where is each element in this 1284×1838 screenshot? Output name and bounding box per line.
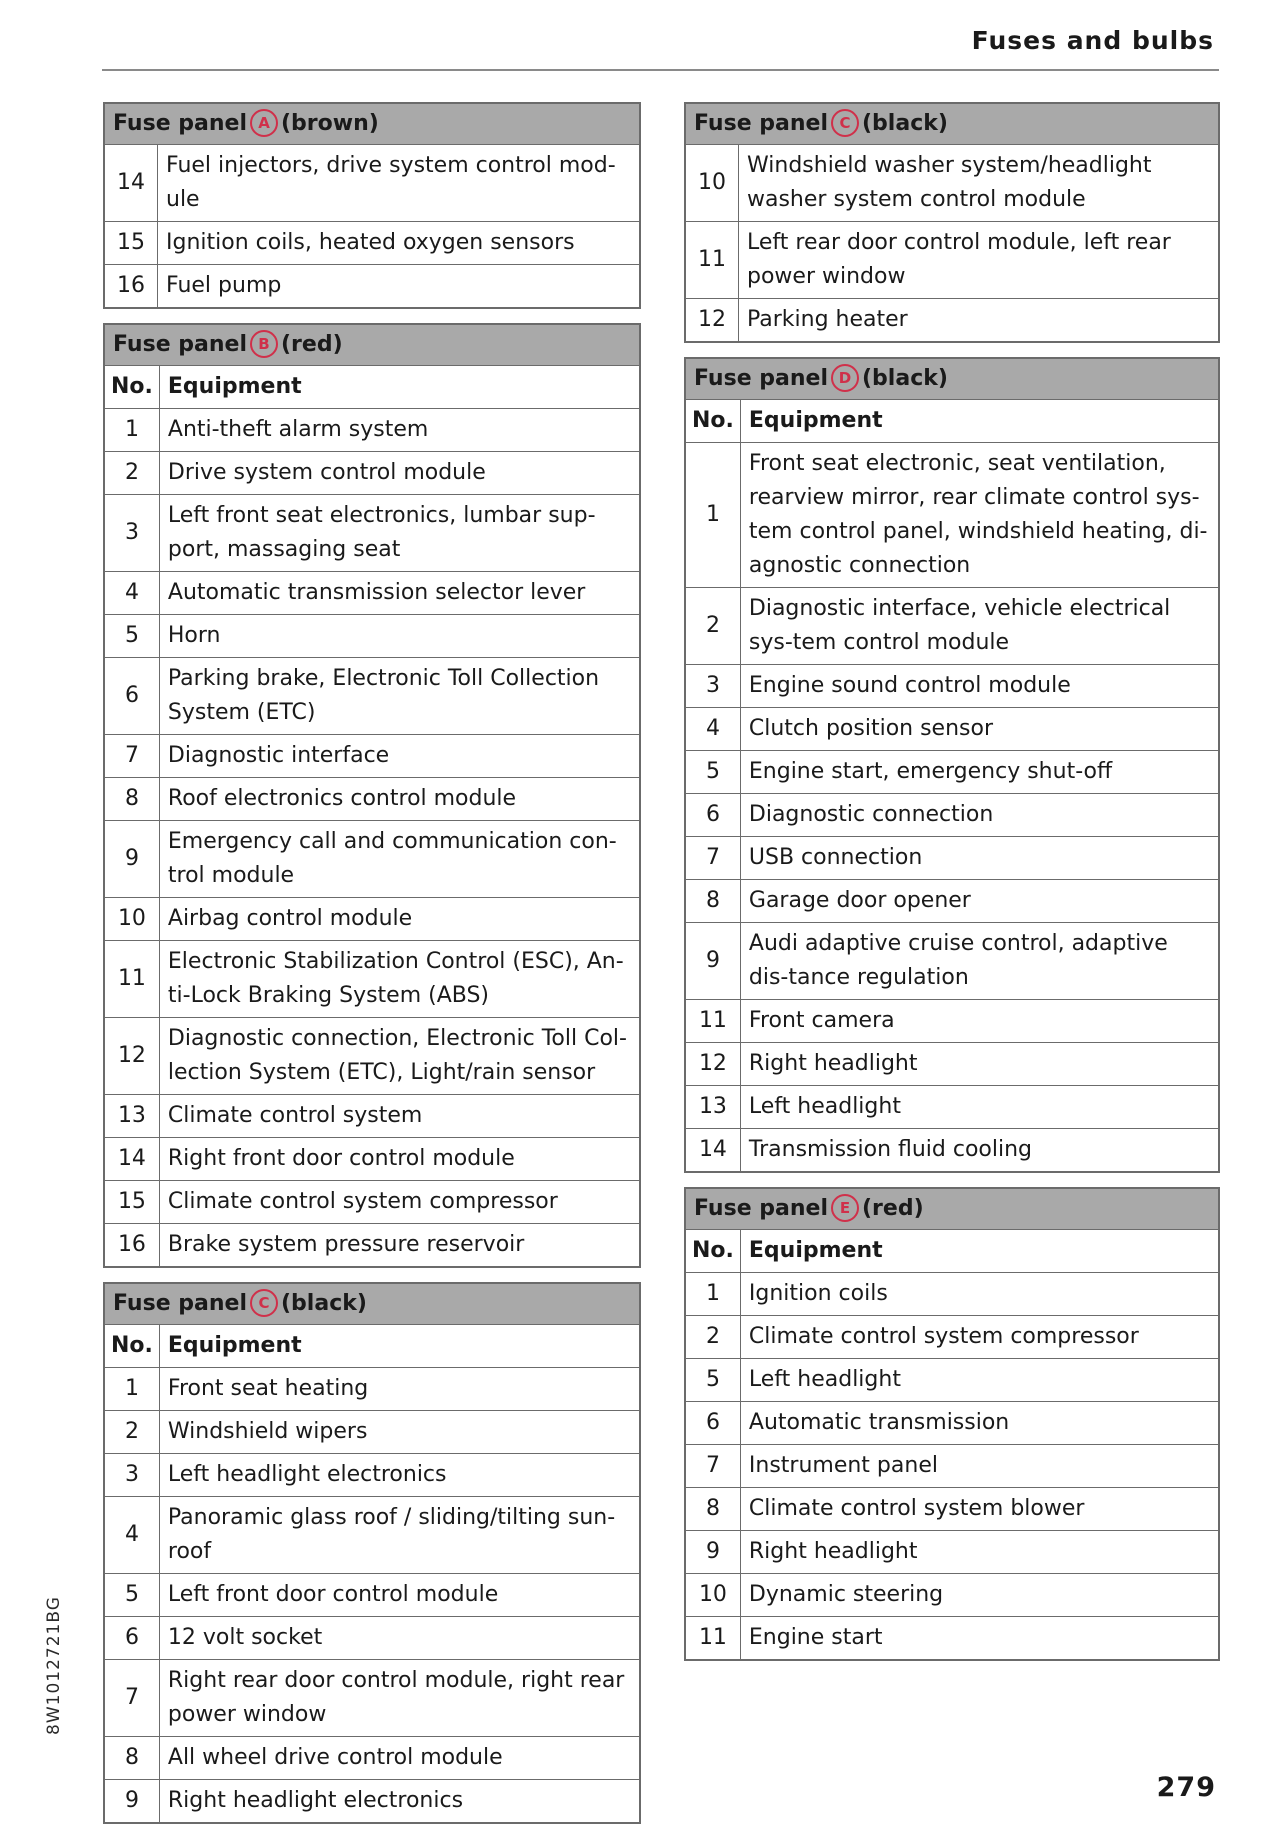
table-row (685, 145, 1219, 222)
fuse-equipment: Audi adaptive cruise control, adaptive dis-tance regulation (740, 923, 1219, 1000)
table-row (685, 880, 1219, 923)
fuse-equipment: Diagnostic connection (740, 794, 1219, 837)
fuse-equipment: Emergency call and communication con-trol module (159, 821, 640, 898)
fuse-number: 3 (685, 665, 740, 708)
column-header-equipment: Equipment (740, 400, 1219, 443)
fuse-equipment: Fuel injectors, drive system control mod-ule (158, 145, 641, 222)
fuse-equipment: Diagnostic interface, vehicle electrical sys-tem control module (740, 588, 1219, 665)
fuse-panel-title (104, 1283, 640, 1325)
fuse-number: 5 (685, 1359, 740, 1402)
fuse-equipment: Climate control system (159, 1095, 640, 1138)
fuse-number: 6 (685, 1402, 740, 1445)
column-header-row (685, 400, 1219, 443)
fuse-number: 6 (104, 658, 159, 735)
table-row (104, 1138, 640, 1181)
fuse-panel-table (684, 1187, 1220, 1661)
fuse-number: 9 (104, 821, 159, 898)
table-row (685, 1488, 1219, 1531)
fuse-number: 2 (104, 1411, 159, 1454)
fuse-number: 5 (685, 751, 740, 794)
fuse-panel-table (103, 102, 641, 309)
fuse-equipment: Front seat electronic, seat ventilation, rearview mirror, rear climate control sys-tem control panel, windshield heating, di-agnostic connection (740, 443, 1219, 588)
column-header-no: No. (685, 400, 740, 443)
fuse-panel-label: Fuse panel (694, 111, 828, 136)
fuse-panel-title (685, 1188, 1219, 1230)
table-row (104, 1454, 640, 1497)
fuse-equipment: Clutch position sensor (740, 708, 1219, 751)
fuse-equipment: Windshield washer system/headlight washer system control module (739, 145, 1220, 222)
fuse-number: 3 (104, 495, 159, 572)
fuse-panel-letter-badge: D (831, 364, 859, 392)
fuse-number: 8 (685, 880, 740, 923)
fuse-equipment: Drive system control module (159, 452, 640, 495)
table-row (685, 299, 1219, 343)
table-row (104, 1574, 640, 1617)
table-row (685, 1043, 1219, 1086)
table-row (104, 1660, 640, 1737)
fuse-panel-title (104, 324, 640, 366)
table-row (104, 1617, 640, 1660)
fuse-number: 1 (104, 409, 159, 452)
table-row (104, 1411, 640, 1454)
fuse-equipment: Climate control system compressor (740, 1316, 1219, 1359)
fuse-number: 2 (685, 1316, 740, 1359)
fuse-equipment: All wheel drive control module (159, 1737, 640, 1780)
fuse-number: 10 (104, 898, 159, 941)
fuse-number: 6 (685, 794, 740, 837)
table-row (685, 1273, 1219, 1316)
fuse-equipment: Left front door control module (159, 1574, 640, 1617)
table-row (104, 778, 640, 821)
table-row (685, 708, 1219, 751)
column-header-row (685, 1230, 1219, 1273)
fuse-panel-label: Fuse panel (694, 1196, 828, 1221)
table-row (685, 837, 1219, 880)
fuse-panel-title (685, 103, 1219, 145)
fuse-panel-letter-badge: A (250, 109, 278, 137)
fuse-panel-color: (red) (862, 1196, 924, 1221)
column-header-no: No. (104, 366, 159, 409)
fuse-number: 4 (685, 708, 740, 751)
column-header-row (104, 1325, 640, 1368)
fuse-number: 7 (104, 735, 159, 778)
fuse-panel-letter-badge: C (250, 1289, 278, 1317)
table-row (685, 1574, 1219, 1617)
fuse-panel-table (103, 1282, 641, 1824)
fuse-equipment: Diagnostic connection, Electronic Toll Col-lection System (ETC), Light/rain sensor (159, 1018, 640, 1095)
fuse-equipment: Diagnostic interface (159, 735, 640, 778)
fuse-number: 12 (685, 1043, 740, 1086)
fuse-number: 11 (685, 1617, 740, 1661)
table-row (104, 1224, 640, 1268)
fuse-number: 12 (104, 1018, 159, 1095)
fuse-panel-label: Fuse panel (113, 1291, 247, 1316)
fuse-equipment: Ignition coils, heated oxygen sensors (158, 222, 641, 265)
table-row (104, 1497, 640, 1574)
fuse-equipment: Automatic transmission selector lever (159, 572, 640, 615)
fuse-number: 5 (104, 615, 159, 658)
fuse-number: 2 (104, 452, 159, 495)
table-row (685, 751, 1219, 794)
table-row (685, 665, 1219, 708)
fuse-number: 2 (685, 588, 740, 665)
fuse-panel-table (103, 323, 641, 1268)
fuse-number: 7 (685, 837, 740, 880)
fuse-number: 1 (104, 1368, 159, 1411)
right-column (684, 102, 1220, 1675)
column-header-equipment: Equipment (159, 1325, 640, 1368)
fuse-equipment: Right headlight (740, 1531, 1219, 1574)
fuse-panel-color: (black) (862, 366, 948, 391)
fuse-number: 14 (104, 1138, 159, 1181)
table-row (104, 1018, 640, 1095)
fuse-equipment: Parking heater (739, 299, 1220, 343)
fuse-panel-title-row (685, 1188, 1219, 1230)
fuse-number: 9 (104, 1780, 159, 1824)
fuse-equipment: Instrument panel (740, 1445, 1219, 1488)
table-row (685, 1359, 1219, 1402)
fuse-panel-title-row (104, 324, 640, 366)
fuse-panel-label: Fuse panel (113, 332, 247, 357)
fuse-panel-letter-badge: B (250, 330, 278, 358)
fuse-number: 16 (104, 1224, 159, 1268)
fuse-equipment: Fuel pump (158, 265, 641, 309)
fuse-panel-title-row (104, 1283, 640, 1325)
fuse-equipment: Horn (159, 615, 640, 658)
fuse-equipment: Anti-theft alarm system (159, 409, 640, 452)
column-header-row (104, 366, 640, 409)
table-row (104, 145, 640, 222)
fuse-panel-color: (black) (281, 1291, 367, 1316)
fuse-number: 13 (104, 1095, 159, 1138)
fuse-equipment: Left headlight electronics (159, 1454, 640, 1497)
table-row (104, 452, 640, 495)
table-row (104, 898, 640, 941)
table-row (104, 1095, 640, 1138)
table-row (104, 222, 640, 265)
fuse-number: 1 (685, 443, 740, 588)
table-row (104, 658, 640, 735)
fuse-equipment: Windshield wipers (159, 1411, 640, 1454)
fuse-number: 8 (104, 778, 159, 821)
fuse-equipment: Dynamic steering (740, 1574, 1219, 1617)
fuse-panel-table (684, 102, 1220, 343)
fuse-equipment: Right headlight (740, 1043, 1219, 1086)
fuse-number: 10 (685, 145, 739, 222)
table-row (104, 941, 640, 1018)
table-row (104, 615, 640, 658)
fuse-equipment: Panoramic glass roof / sliding/tilting sun-roof (159, 1497, 640, 1574)
table-row (104, 1737, 640, 1780)
fuse-equipment: Left rear door control module, left rear power window (739, 222, 1220, 299)
fuse-number: 4 (104, 572, 159, 615)
fuse-number: 15 (104, 222, 158, 265)
fuse-equipment: Climate control system blower (740, 1488, 1219, 1531)
fuse-number: 12 (685, 299, 739, 343)
table-row (104, 821, 640, 898)
fuse-panel-title (685, 358, 1219, 400)
fuse-equipment: Engine sound control module (740, 665, 1219, 708)
table-row (104, 1780, 640, 1824)
fuse-number: 11 (104, 941, 159, 1018)
table-row (104, 735, 640, 778)
fuse-number: 14 (685, 1129, 740, 1173)
fuse-panel-color: (red) (281, 332, 343, 357)
fuse-equipment: Right front door control module (159, 1138, 640, 1181)
fuse-equipment: USB connection (740, 837, 1219, 880)
fuse-number: 11 (685, 222, 739, 299)
table-row (685, 923, 1219, 1000)
fuse-number: 16 (104, 265, 158, 309)
table-row (104, 1181, 640, 1224)
fuse-panel-title-row (685, 358, 1219, 400)
fuse-number: 8 (685, 1488, 740, 1531)
fuse-equipment: Front seat heating (159, 1368, 640, 1411)
fuse-number: 9 (685, 923, 740, 1000)
fuse-number: 8 (104, 1737, 159, 1780)
fuse-panel-table (684, 357, 1220, 1173)
fuse-equipment: Climate control system compressor (159, 1181, 640, 1224)
fuse-number: 5 (104, 1574, 159, 1617)
page-header-title: Fuses and bulbs (971, 26, 1214, 55)
table-row (685, 443, 1219, 588)
fuse-panel-label: Fuse panel (694, 366, 828, 391)
fuse-panel-title-row (104, 103, 640, 145)
table-row (685, 1531, 1219, 1574)
table-row (685, 1086, 1219, 1129)
fuse-equipment: Engine start, emergency shut-off (740, 751, 1219, 794)
fuse-number: 7 (685, 1445, 740, 1488)
fuse-panel-title (104, 103, 640, 145)
fuse-number: 3 (104, 1454, 159, 1497)
fuse-number: 11 (685, 1000, 740, 1043)
fuse-equipment: Brake system pressure reservoir (159, 1224, 640, 1268)
table-row (685, 1445, 1219, 1488)
column-header-equipment: Equipment (740, 1230, 1219, 1273)
fuse-panel-label: Fuse panel (113, 111, 247, 136)
header-divider (102, 69, 1219, 71)
left-column (103, 102, 641, 1838)
table-row (685, 222, 1219, 299)
fuse-equipment: Parking brake, Electronic Toll Collection System (ETC) (159, 658, 640, 735)
fuse-equipment: Electronic Stabilization Control (ESC), An-ti-Lock Braking System (ABS) (159, 941, 640, 1018)
fuse-equipment: Right rear door control module, right rear power window (159, 1660, 640, 1737)
fuse-number: 15 (104, 1181, 159, 1224)
fuse-equipment: Engine start (740, 1617, 1219, 1661)
fuse-number: 4 (104, 1497, 159, 1574)
fuse-number: 14 (104, 145, 158, 222)
column-header-equipment: Equipment (159, 366, 640, 409)
fuse-panel-letter-badge: C (831, 109, 859, 137)
table-row (104, 495, 640, 572)
column-header-no: No. (685, 1230, 740, 1273)
table-row (685, 1402, 1219, 1445)
fuse-number: 1 (685, 1273, 740, 1316)
column-header-no: No. (104, 1325, 159, 1368)
fuse-equipment: Roof electronics control module (159, 778, 640, 821)
table-row (685, 794, 1219, 837)
table-row (685, 588, 1219, 665)
fuse-number: 10 (685, 1574, 740, 1617)
fuse-equipment: Airbag control module (159, 898, 640, 941)
table-row (104, 572, 640, 615)
fuse-panel-color: (brown) (281, 111, 379, 136)
fuse-number: 13 (685, 1086, 740, 1129)
fuse-equipment: 12 volt socket (159, 1617, 640, 1660)
fuse-equipment: Garage door opener (740, 880, 1219, 923)
fuse-number: 7 (104, 1660, 159, 1737)
fuse-panel-letter-badge: E (831, 1194, 859, 1222)
fuse-number: 9 (685, 1531, 740, 1574)
fuse-panel-color: (black) (862, 111, 948, 136)
table-row (685, 1316, 1219, 1359)
fuse-equipment: Front camera (740, 1000, 1219, 1043)
document-code: 8W1012721BG (44, 1596, 64, 1735)
table-row (104, 1368, 640, 1411)
table-row (104, 265, 640, 309)
fuse-equipment: Left headlight (740, 1086, 1219, 1129)
table-row (685, 1617, 1219, 1661)
fuse-equipment: Left front seat electronics, lumbar sup-port, massaging seat (159, 495, 640, 572)
page-number: 279 (1156, 1772, 1216, 1803)
fuse-equipment: Transmission fluid cooling (740, 1129, 1219, 1173)
fuse-equipment: Ignition coils (740, 1273, 1219, 1316)
table-row (685, 1129, 1219, 1173)
fuse-equipment: Automatic transmission (740, 1402, 1219, 1445)
fuse-panel-title-row (685, 103, 1219, 145)
fuse-number: 6 (104, 1617, 159, 1660)
table-row (685, 1000, 1219, 1043)
table-row (104, 409, 640, 452)
fuse-equipment: Left headlight (740, 1359, 1219, 1402)
fuse-equipment: Right headlight electronics (159, 1780, 640, 1824)
